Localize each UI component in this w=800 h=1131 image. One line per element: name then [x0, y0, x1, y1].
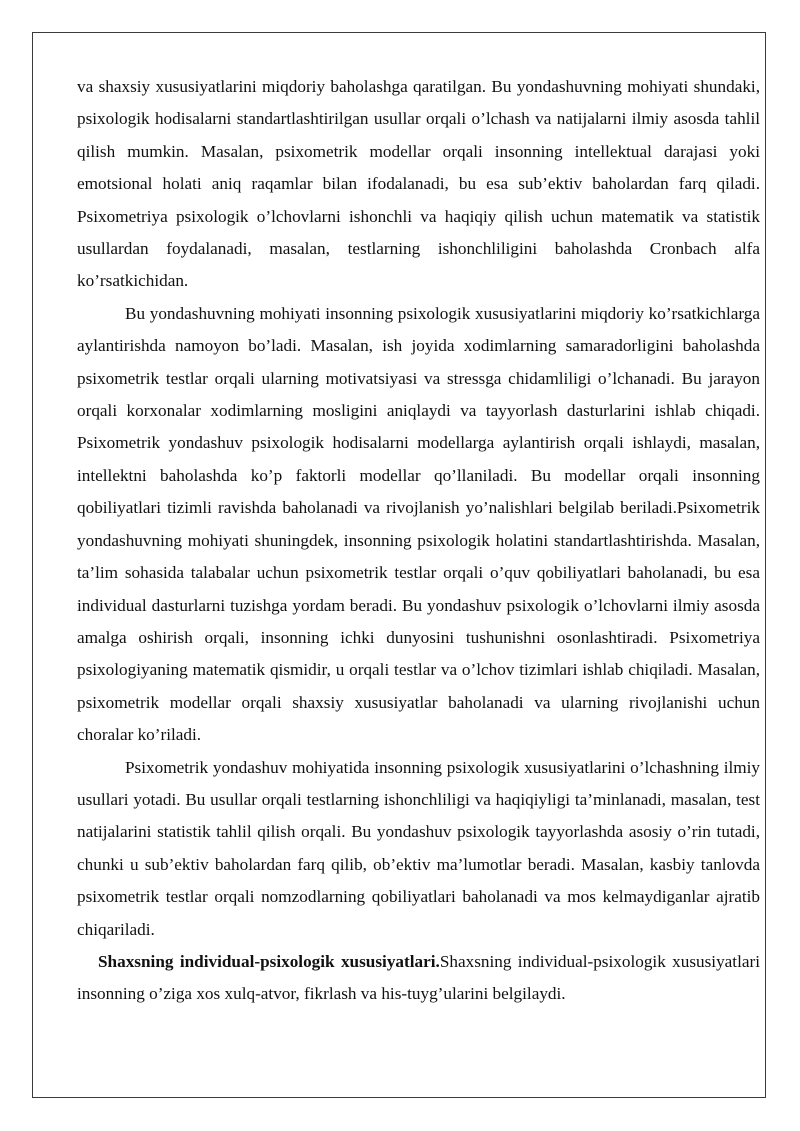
paragraph-1: va shaxsiy xususiyatlarini miqdoriy baholashga qaratilgan. Bu yondashuvning mohiyati shundaki, psixologik hodisalarni standartlashtirilgan usullar orqali o’lchash va natijalarni ilmiy asosda tahlil qilish mumkin. Masalan, psixometrik modellar orqali insonning intellektual darajasi yoki emotsional holati aniq raqamlar bilan ifodalanadi, bu esa sub’ektiv baholardan farq qiladi. Psixometriya psixologik o’lchovlarni ishonchli va haqiqiy qilish uchun matematik va statistik usullardan foydalanadi, masalan, testlarning ishonchliligini baholashda Cronbach alfa ko’rsatkichidan. — [77, 77, 760, 291]
section-text: Shaxsning individual-psixologik xususiyatlari insonning o’ziga xos xulq-atvor, fikrlash va his-tuyg’ularini belgilaydi. — [77, 951, 760, 1004]
paragraph-2: Bu yondashuvning mohiyati insonning psixologik xususiyatlarini miqdoriy ko’rsatkichlarga aylantirishda namoyon bo’ladi. Masalan, ish joyida xodimlarning samaradorligini baholashda psixometrik testlar orqali ularning motivatsiyasi va stressga chidamliligi o’lchanadi. Bu jarayon orqali korxonalar xodimlarning mosligini aniqlaydi va tayyorlash dasturlarini ishlab chiqadi. Psixometrik yondashuv psixologik hodisalarni modellarga aylantirish orqali ishlaydi, masalan, intellektni baholashda ko’p faktorli modellar qo’llaniladi. Bu modellar orqali insonning qobiliyatlari tizimli ravishda baholanadi va rivojlanish yo’nalishlari belgilab beriladi.Psixometrik yondashuvning mohiyati shuningdek, insonning psixologik holatini standartlashtirishda. Masalan, ta’lim sohasida talabalar uchun psixometrik testlar orqali o’quv qobiliyatlari baholanadi, bu esa individual dasturlarni tuzishga yordam beradi. Bu yondashuv psixologik o’lchovlarni ilmiy asosda amalga oshirish orqali, insonning ichki dunyosini tushunishni osonlashtiradi. Psixometriya psixologiyaning matematik qismidir, u orqali testlar va o’lchov tizimlari ishlab chiqiladi. Masalan, psixometrik modellar orqali shaxsiy xususiyatlar baholanadi va ularning rivojlanishi uchun choralar ko’riladi. — [77, 303, 760, 745]
paragraph-3: Psixometrik yondashuv mohiyatida insonning psixologik xususiyatlarini o’lchashning ilmiy usullari yotadi. Bu usullar orqali testlarning ishonchliligi va haqiqiyligi ta’minlanadi, masalan, test natijalarini statistik tahlil qilish orqali. Bu yondashuv psixologik tayyorlashda asosiy o’rin tutadi, chunki u sub’ektiv baholardan farq qilib, ob’ektiv ma’lumotlar beradi. Masalan, kasbiy tanlovda psixometrik testlar orqali nomzodlarning qobiliyatlari baholanadi va mos kelmaydiganlar ajratib chiqariladi. — [77, 757, 760, 939]
document-body — [77, 71, 760, 1011]
section-heading: Shaxsning individual-psixologik xususiyatlari. — [98, 951, 440, 971]
section-paragraph — [77, 946, 760, 1011]
